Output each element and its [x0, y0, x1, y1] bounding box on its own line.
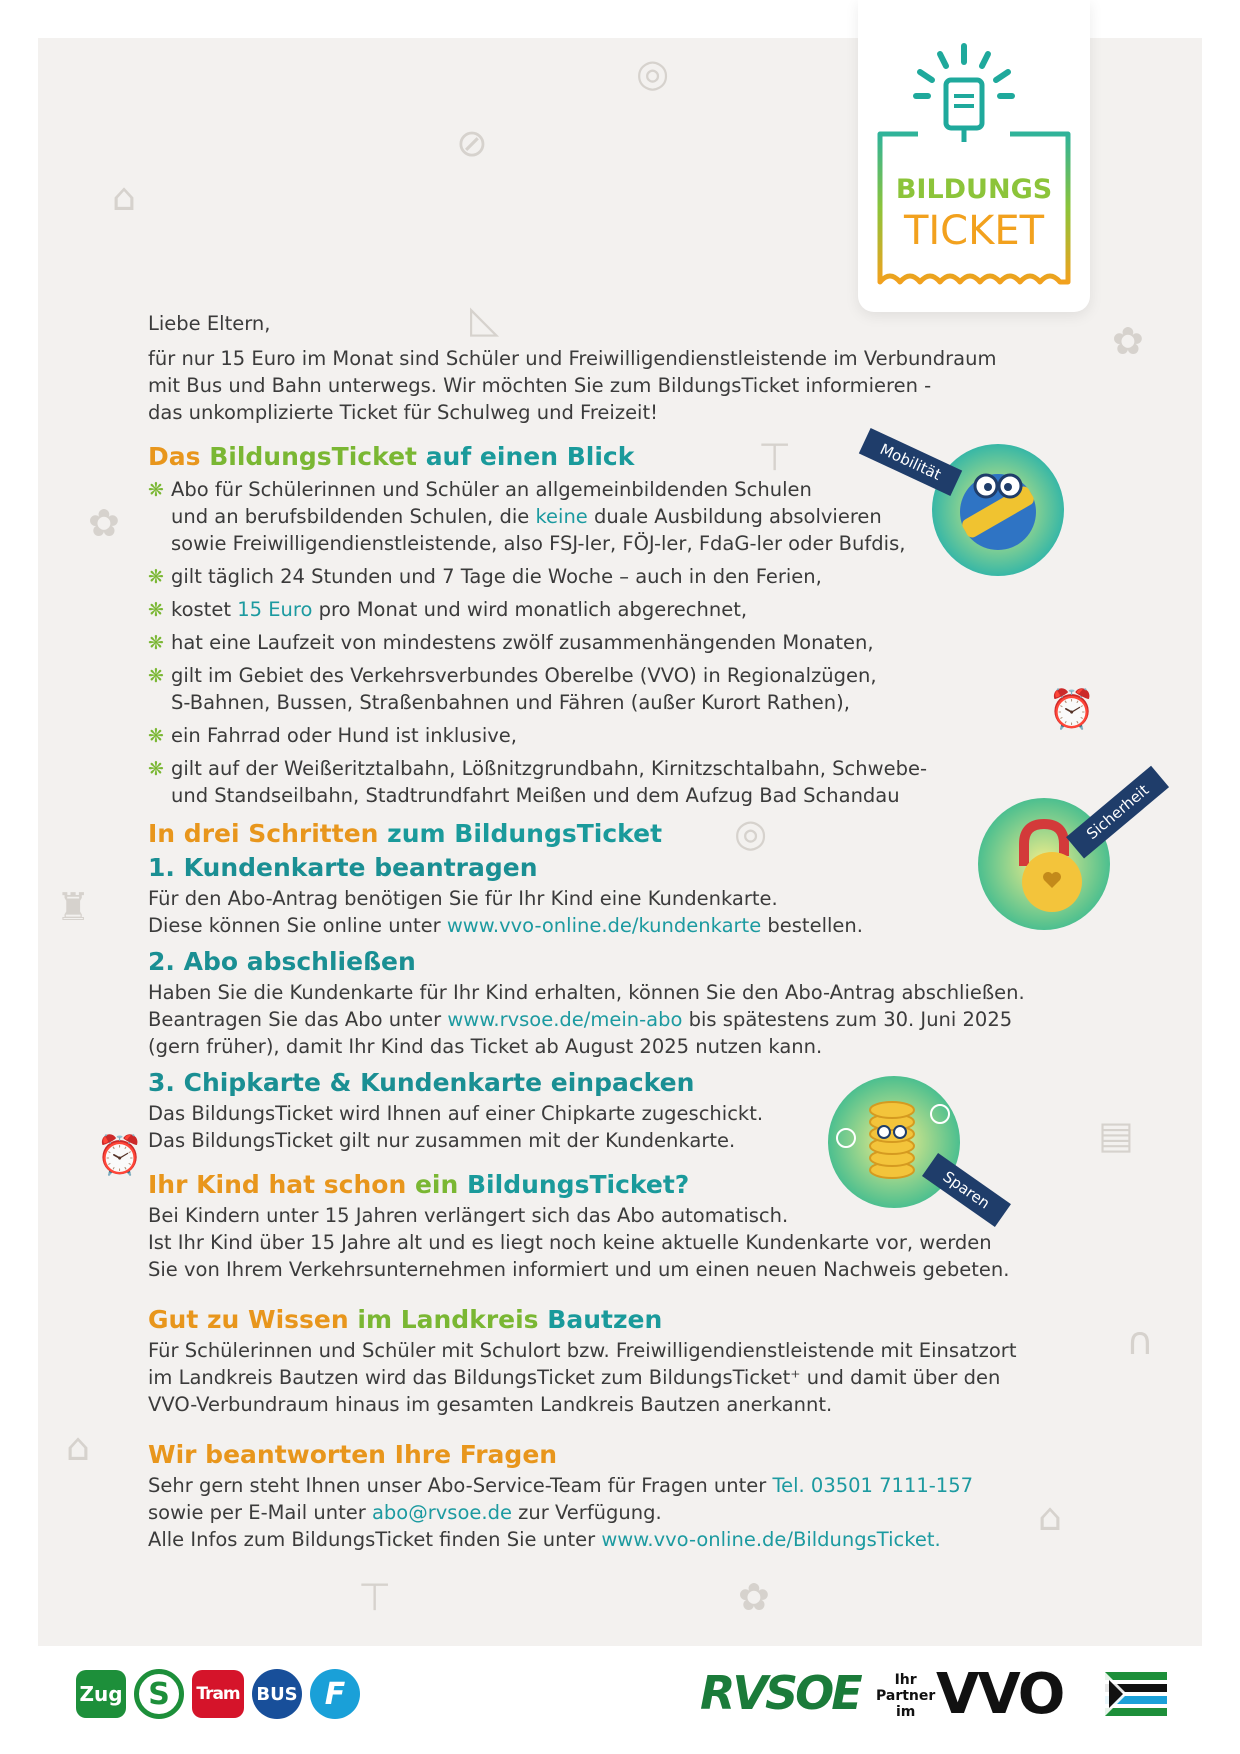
questions-heading: Wir beantworten Ihre Fragen — [148, 1440, 558, 1469]
palette-icon: ✿ — [1112, 319, 1144, 363]
step3-line: Das BildungsTicket wird Ihnen auf einer Chipkarte zugeschickt. — [148, 1102, 764, 1125]
backpack-icon: ⌂ — [112, 175, 137, 219]
overview-heading: Das BildungsTicket auf einen Blick — [148, 442, 635, 471]
existing-line: Bei Kindern unter 15 Jahren verlängert sich das Abo automatisch. — [148, 1204, 789, 1227]
step3-line: Das BildungsTicket gilt nur zusammen mit der Kundenkarte. — [148, 1129, 736, 1152]
bullet-icon: ❋ — [148, 758, 164, 780]
rvsoe-logo: RVSOE — [700, 1666, 860, 1720]
palette-icon: ✿ — [88, 501, 120, 545]
existing-line: Sie von Ihrem Verkehrsunternehmen informiert und um einen neuen Nachweis gebeten. — [148, 1258, 1010, 1281]
intro-line: das unkomplizierte Ticket für Schulweg und Freizeit! — [148, 401, 658, 424]
email-link[interactable]: abo@rvsoe.de — [371, 1501, 512, 1524]
salutation: Liebe Eltern, — [148, 312, 271, 335]
ticket-logo-graphic — [858, 0, 1090, 312]
bildungsticket-logo — [858, 0, 1090, 312]
alarm-clock-icon: ⏰ — [96, 1133, 144, 1177]
palette-icon: ✿ — [738, 1575, 770, 1619]
backpack-icon: ⌂ — [66, 1425, 91, 1469]
phone-link[interactable]: Tel. 03501 7111-157 — [772, 1474, 974, 1497]
bullet-icon: ❋ — [148, 665, 164, 687]
logo-line2: TICKET — [903, 208, 1045, 254]
questions-line: sowie per E-Mail unter abo@rvsoe.de zur Verfügung. — [148, 1501, 662, 1524]
train-icon: Zug — [76, 1670, 126, 1718]
transport-modes — [76, 1668, 360, 1720]
bullet-icon: ❋ — [148, 479, 164, 501]
bautzen-line: VVO-Verbundraum hinaus im gesamten Landkreis Bautzen anerkannt. — [148, 1393, 833, 1416]
step2-line: Haben Sie die Kundenkarte für Ihr Kind erhalten, können Sie den Abo-Antrag abschließen. — [148, 981, 1025, 1004]
logo-line1: BILDUNGS — [895, 174, 1053, 205]
list-item: ❋ gilt im Gebiet des Verkehrsverbundes Oberelbe (VVO) in Regionalzügen, S-Bahnen, Bussen, Straßenbahnen und Fähren (außer Kurort Rathen), — [148, 664, 877, 714]
ruler-icon: ◺ — [470, 297, 500, 341]
alarm-clock-icon: ⏰ — [1048, 687, 1096, 731]
step1-line: Diese können Sie online unter www.vvo-online.de/kundenkarte bestellen. — [148, 914, 863, 937]
overview-list — [148, 476, 1028, 809]
sticker-saving-label: Sparen — [922, 1153, 1011, 1227]
bullet-icon: ❋ — [148, 632, 164, 654]
bautzen-line: im Landkreis Bautzen wird das BildungsTicket zum BildungsTicket⁺ und damit über den — [148, 1366, 1001, 1389]
questions-line: Sehr gern steht Ihnen unser Abo-Service-Team für Fragen unter Tel. 03501 7111-157 — [148, 1474, 974, 1497]
letter-content — [148, 310, 1028, 1553]
list-item: ❋ hat eine Laufzeit von mindestens zwölf zusammenhängenden Monaten, — [148, 629, 1028, 656]
list-item: ❋ Abo für Schülerinnen und Schüler an allgemeinbildenden Schulen und an berufsbildenden Schulen, die keine duale Ausbildung absolvieren sowie Freiwilligendienstleistende, also FSJ-ler, FÖJ-ler, FdaG-ler oder Bufdis, — [148, 478, 906, 555]
vvo-logo: VVO — [936, 1662, 1064, 1727]
compass-icon: ⊘ — [456, 121, 488, 165]
backpack-icon: ⌂ — [1038, 1495, 1063, 1539]
questions-line: Alle Infos zum BildungsTicket finden Sie unter www.vvo-online.de/BildungsTicket. — [148, 1528, 941, 1551]
signpost-icon: ⊤ — [358, 1575, 392, 1619]
ferry-icon: F — [310, 1669, 360, 1719]
partner-logos — [700, 1662, 1170, 1726]
steps-heading: In drei Schritten zum BildungsTicket — [148, 819, 663, 848]
bullet-icon: ❋ — [148, 599, 164, 621]
s-bahn-icon: S — [134, 1669, 184, 1719]
intro-line: für nur 15 Euro im Monat sind Schüler und Freiwilligendienstleistende im Verbundraum — [148, 347, 997, 370]
sticker-mobility-label: Mobilität — [859, 428, 962, 496]
bullet-icon: ❋ — [148, 725, 164, 747]
signpost-icon: ⊤ — [758, 435, 792, 479]
drinks-icon: ♜ — [56, 885, 91, 929]
step3-title: 3. Chipkarte & Kundenkarte einpacken — [148, 1068, 695, 1097]
bullet-icon: ❋ — [148, 566, 164, 588]
bautzen-heading: Gut zu Wissen im Landkreis Bautzen — [148, 1305, 663, 1334]
kundenkarte-link[interactable]: www.vvo-online.de/kundenkarte — [446, 914, 762, 937]
existing-heading: Ihr Kind hat schon ein BildungsTicket? — [148, 1170, 690, 1199]
bildungsticket-info-link[interactable]: www.vvo-online.de/BildungsTicket. — [601, 1528, 941, 1551]
basketball-icon: ◎ — [734, 811, 768, 855]
tram-icon: Tram — [192, 1670, 244, 1718]
list-item: ❋ gilt täglich 24 Stunden und 7 Tage die Woche – auch in den Ferien, — [148, 563, 1028, 590]
headphones-icon: ∩ — [1126, 1319, 1154, 1363]
step2-line: Beantragen Sie das Abo unter www.rvsoe.de/mein-abo bis spätestens zum 30. Juni 2025 — [148, 1008, 1013, 1031]
step1-line: Für den Abo-Antrag benötigen Sie für Ihr Kind eine Kundenkarte. — [148, 887, 778, 910]
step2-line: (gern früher), damit Ihr Kind das Ticket ab August 2025 nutzen kann. — [148, 1035, 823, 1058]
notebook-icon: ▤ — [1098, 1113, 1134, 1157]
bautzen-line: Für Schülerinnen und Schüler mit Schulort bzw. Freiwilligendienstleistende mit Einsatzort — [148, 1339, 1017, 1362]
list-item: ❋ ein Fahrrad oder Hund ist inklusive, — [148, 722, 1028, 749]
existing-line: Ist Ihr Kind über 15 Jahre alt und es liegt noch keine aktuelle Kundenkarte vor, werden — [148, 1231, 992, 1254]
list-item: ❋ kostet 15 Euro pro Monat und wird monatlich abgerechnet, — [148, 596, 1028, 623]
sticker-safety-label: Sicherheit — [1066, 765, 1169, 858]
basketball-icon: ◎ — [636, 51, 670, 95]
mein-abo-link[interactable]: www.rvsoe.de/mein-abo — [447, 1008, 683, 1031]
step2-title: 2. Abo abschließen — [148, 947, 416, 976]
vvo-stripes-icon — [1105, 1670, 1167, 1718]
bus-icon: BUS — [252, 1669, 302, 1719]
partner-text: Ihr Partner im — [876, 1672, 936, 1720]
step1-title: 1. Kundenkarte beantragen — [148, 853, 538, 882]
intro-line: mit Bus und Bahn unterwegs. Wir möchten Sie zum BildungsTicket informieren - — [148, 374, 932, 397]
list-item: ❋ gilt auf der Weißeritztalbahn, Lößnitzgrundbahn, Kirnitzschtalbahn, Schwebe- und Standseilbahn, Stadtrundfahrt Meißen und dem Aufzug Bad Schandau — [148, 757, 927, 807]
